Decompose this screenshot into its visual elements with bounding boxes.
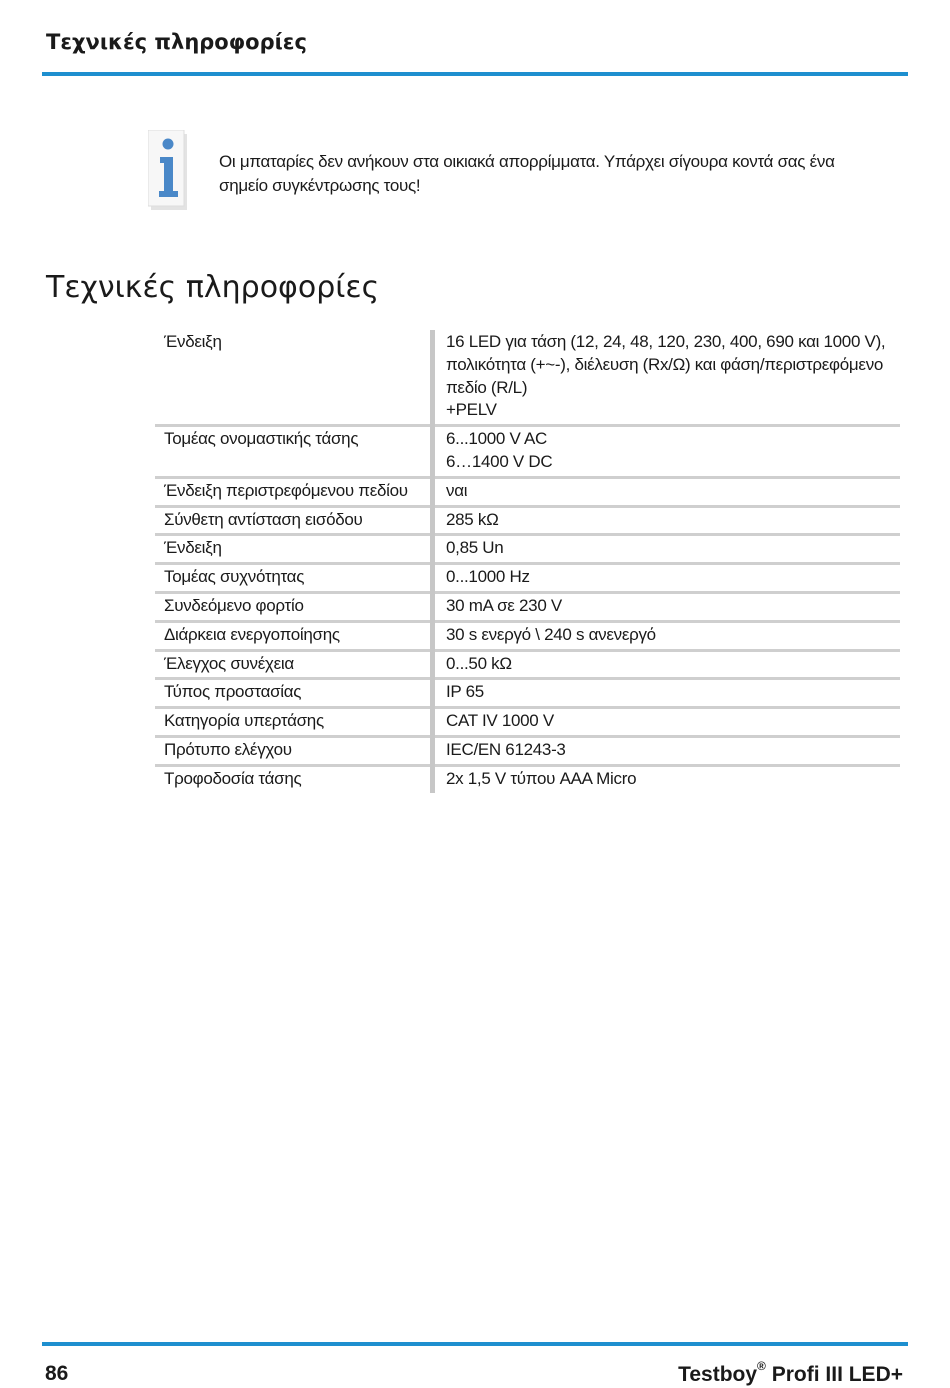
spec-value-line: 0...1000 Hz bbox=[446, 567, 530, 587]
spec-value bbox=[433, 679, 901, 708]
spec-label: Σύνθετη αντίσταση εισόδου bbox=[164, 509, 363, 529]
header-title: Τεχνικές πληροφορίες bbox=[46, 30, 307, 54]
spec-label: Ένδειξη bbox=[164, 332, 222, 351]
spec-value bbox=[433, 592, 901, 621]
spec-row bbox=[155, 765, 900, 792]
spec-label: Κατηγορία υπερτάσης bbox=[164, 711, 324, 731]
spec-row bbox=[155, 506, 900, 535]
spec-value-line: 0,85 Un bbox=[446, 538, 504, 558]
model-name: Profi III LED+ bbox=[765, 1363, 903, 1386]
spec-label: Τύπος προστασίας bbox=[164, 682, 302, 702]
page-number: 86 bbox=[45, 1362, 69, 1385]
section-title: Τεχνικές πληροφορίες bbox=[46, 270, 380, 305]
spec-value-line: IP 65 bbox=[446, 682, 484, 702]
spec-value bbox=[433, 765, 901, 792]
spec-value-line: πολικότητα (+~-), διέλευση (Rx/Ω) και φάση/περιστρεφόμενο bbox=[446, 354, 884, 374]
spec-label: Έλεγχος συνέχεια bbox=[164, 653, 294, 673]
spec-row bbox=[155, 592, 900, 621]
spec-row bbox=[155, 330, 900, 426]
info-icon bbox=[148, 130, 188, 210]
spec-label: Πρότυπο ελέγχου bbox=[164, 739, 292, 759]
spec-value bbox=[433, 650, 901, 679]
spec-value bbox=[433, 426, 901, 478]
spec-value-line: 16 LED για τάση (12, 24, 48, 120, 230, 400, 690 και 1000 V), bbox=[446, 332, 886, 351]
spec-value-line: CAT IV 1000 V bbox=[446, 711, 554, 731]
spec-table bbox=[155, 330, 900, 793]
spec-label: Ένδειξη bbox=[164, 538, 222, 558]
spec-label: Διάρκεια ενεργοποίησης bbox=[164, 624, 340, 644]
spec-value-line: 30 s ενεργό \ 240 s ανενεργό bbox=[446, 624, 656, 644]
spec-value-line: 6...1000 V AC bbox=[446, 429, 548, 449]
spec-row bbox=[155, 736, 900, 765]
spec-value bbox=[433, 535, 901, 564]
spec-label: Ένδειξη περιστρεφόμενου πεδίου bbox=[164, 480, 408, 500]
spec-value bbox=[433, 477, 901, 506]
spec-row bbox=[155, 650, 900, 679]
battery-disposal-note: Οι μπαταρίες δεν ανήκουν στα οικιακά απορρίμματα. Υπάρχει σίγουρα κοντά σας ένα σημείο συγκέντρωσης τους! bbox=[219, 152, 835, 195]
spec-row bbox=[155, 535, 900, 564]
spec-value-line: 6…1400 V DC bbox=[446, 451, 553, 471]
brand-name: Testboy bbox=[678, 1363, 758, 1386]
footer-rule bbox=[42, 1342, 908, 1346]
spec-row bbox=[155, 477, 900, 506]
spec-label: Τροφοδοσία τάσης bbox=[164, 768, 302, 788]
spec-value-line: +PELV bbox=[446, 400, 497, 420]
spec-value bbox=[433, 506, 901, 535]
spec-value bbox=[433, 708, 901, 737]
header-rule bbox=[42, 72, 908, 76]
spec-row bbox=[155, 679, 900, 708]
spec-value bbox=[433, 621, 901, 650]
spec-value-line: IEC/EN 61243-3 bbox=[446, 739, 566, 759]
spec-value-line: 2x 1,5 V τύπου AAA Micro bbox=[446, 768, 637, 788]
spec-value-line: 285 kΩ bbox=[446, 509, 499, 529]
spec-label: Τομέας ονομαστικής τάσης bbox=[164, 429, 359, 449]
spec-row bbox=[155, 708, 900, 737]
product-name bbox=[678, 1359, 903, 1387]
spec-row bbox=[155, 426, 900, 478]
spec-value bbox=[433, 564, 901, 593]
spec-row bbox=[155, 564, 900, 593]
spec-value bbox=[433, 736, 901, 765]
spec-label: Συνδεόμενο φορτίο bbox=[164, 595, 304, 615]
spec-value bbox=[433, 330, 901, 426]
registered-mark: ® bbox=[757, 1359, 766, 1373]
spec-value-line: 30 mA σε 230 V bbox=[446, 595, 562, 615]
spec-row bbox=[155, 621, 900, 650]
spec-value-line: ναι bbox=[446, 480, 468, 500]
spec-value-line: 0...50 kΩ bbox=[446, 653, 512, 673]
spec-value-line: πεδίο (R/L) bbox=[446, 377, 528, 397]
spec-label: Τομέας συχνότητας bbox=[164, 567, 305, 587]
